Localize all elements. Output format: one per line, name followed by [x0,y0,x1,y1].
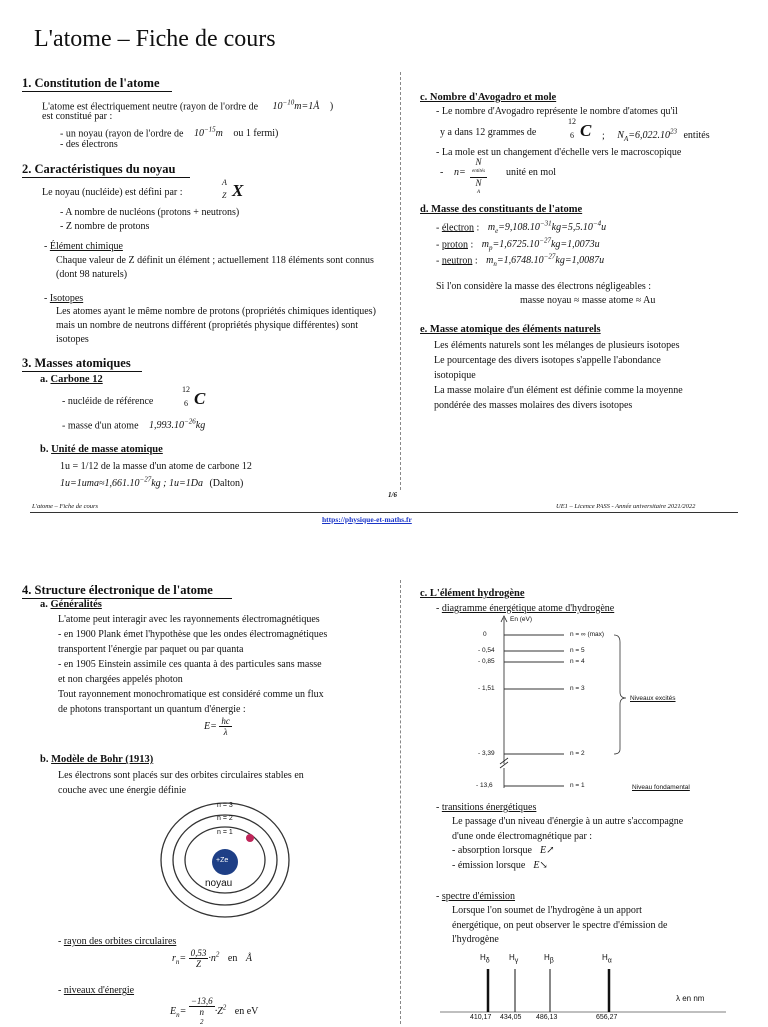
s4-b-heading [40,754,153,765]
r-unit-en: en [227,952,238,964]
sd-e-exp2: −4 [592,220,602,228]
sd-title-text: d. Masse des constituants de l'atome [420,204,583,215]
sh-trans-em-sym: E↘ [533,860,548,871]
spec-sub-3: α [607,957,612,965]
s1-line1-close: ) [329,101,334,113]
spec-sub-0: δ [485,957,490,965]
s1-line1-text: L'atome est électriquement neutre (rayon de l'ordre de [42,101,259,113]
spec-value-2: 486,13 [536,1014,558,1021]
rayon-dash: - [58,936,64,947]
r-eq: r [172,952,176,964]
r-eq2: = [179,952,187,964]
sd-p-exp: −27 [539,237,551,245]
E-eq: E= [204,720,217,732]
s3-u-line2-exp: −27 [139,476,152,484]
level-energy-3: - 1,51 [478,685,495,692]
sd-neg: Si l'on considère la masse des électrons négligeables : [436,281,652,292]
s1-item1-exp: −15 [203,126,216,134]
level-n-4: n = 2 [570,750,585,757]
level-energy-2: - 0,85 [478,658,495,665]
rayon-title: rayon des orbites circulaires [63,936,177,947]
s2-iso-title: Isotopes [49,293,84,304]
orbit-label-n2: n = 2 [217,815,233,822]
en-sub: n [176,1010,180,1019]
sc-n-eq: n= [454,167,466,178]
orbit-label-n1: n = 1 [217,829,233,836]
E-den: λ [223,727,228,737]
s4-a-line-3: - en 1905 Einstein assimile ces quanta à des particules sans masse [58,659,322,670]
s3-b-prefix: b. [40,444,49,455]
radius-formula [172,948,252,969]
s3-u-line1: 1u = 1/12 de la masse d'un atome de carbone 12 [60,461,252,472]
sc-semicolon: ; [602,130,605,142]
s4-a-line-4: et non chargées appelés photon [58,674,183,685]
sh-spec-l3: l'hydrogène [452,934,499,945]
level-n-1: n = 5 [570,647,585,654]
se-l1: Les éléments naturels sont les mélanges de plusieurs isotopes [434,340,680,351]
s3-a-heading [40,374,103,385]
axis-label: En (eV) [510,616,533,623]
spec-sub-1: γ [514,957,519,965]
s3-a-prefix: a. [40,374,48,385]
s2-line1: Le noyau (nucléide) est défini par : [42,187,183,198]
s2-iso-text: Les atomes ayant le même nombre de protons (propriétés chimiques identiques) mais un nombre de neutrons différent (propriétés physique différentes) sont isotopes [56,306,376,345]
sh-trans-abs-text: - absorption lorsque [452,845,532,856]
s3-b-heading [40,444,163,455]
sc-na-exp: 23 [669,128,677,136]
spec-name-1: H [509,953,515,962]
excited-brace [614,635,626,754]
s4-a-line-1: - en 1900 Plank émet l'hypothèse que les ondes électromagnétiques [58,629,328,640]
sc-carbon-X: C [580,121,592,140]
s3-nuc-label: - nucléide de référence [62,396,154,407]
section-1-title: 1. Constitution de l'atome [22,76,160,90]
E-num: hc [221,716,230,726]
sc-n-den: N [475,178,482,188]
sh-diag-title: diagramme énergétique atome d'hydrogène [441,603,615,614]
se-l3: isotopique [434,370,476,381]
s2-elem-dash: - [44,241,50,252]
s1-line2: est constitué par : [42,111,113,122]
energy-level-diagram [474,614,714,796]
se-title [420,324,601,335]
sd-p-eq: =1,6725.10 [492,239,540,251]
sd-e-unit: u [601,222,607,234]
energy-title: niveaux d'énergie [63,985,135,996]
sc-title [420,92,556,103]
s2-item2: - Z nombre de protons [60,221,150,232]
sc-n-den-sub: A [477,190,481,195]
spec-name-3: H [602,953,608,962]
sc-line3: - La mole est un changement d'échelle vers le macroscopique [436,147,682,158]
s1-line1-exp: −10 [282,99,295,107]
sd-n-sub: n [493,260,497,269]
footer-rule [30,512,738,513]
sc-na-value: =6,022.10 [628,130,670,142]
sd-n-tail: kg=1,0087u [555,255,605,267]
se-l4: La masse molaire d'un élément est définie comme la moyenne [434,385,683,396]
sd-n-val: m [486,255,494,267]
footer-right: UE1 – Licence PASS - Année universitaire 2021/2022 [556,503,696,510]
s4-b-title: Modèle de Bohr (1913) [51,754,154,765]
s4-b-line1: Les électrons sont placés sur des orbites circulaires stables en [58,770,304,781]
se-title-text: e. Masse atomique des éléments naturels [420,324,601,335]
carbon-X: C [194,389,206,408]
r-unit: Å [245,952,252,964]
level-n-5: n = 1 [570,782,585,789]
page-title: L'atome – Fiche de cours [34,26,276,52]
level-energy-0: 0 [483,631,487,638]
s2-item1: - A nombre de nucléons (protons + neutrons) [60,207,240,218]
spec-value-1: 434,05 [500,1014,522,1021]
sh-spec-l2: énergétique, on peut observer le spectre d'émission de [452,920,668,931]
en-den-exp: 2 [200,1018,204,1026]
s1-item1-value: 10 [193,128,204,140]
section-3-underline [22,371,142,372]
energy-heading [58,984,134,997]
s4-b-prefix: b. [40,754,49,765]
sh-spec-heading [436,890,515,903]
page-number: 1/6 [388,491,397,499]
s3-u-line2c: (Dalton) [209,478,244,490]
s2-elem-title: Élément chimique [49,241,123,252]
sd-p-label: proton [441,239,468,251]
sh-trans-title: transitions énergétiques [441,802,537,813]
sc-n-fraction [470,157,487,198]
s3-mass-line [62,416,205,432]
column-divider-page1 [400,72,401,490]
sd-proton: - proton : $m_p=1,6725.10^{-27}kg=1,0073u$ [436,237,600,253]
en-num: −13,6 [190,996,213,1006]
sh-spec-title: spectre d'émission [441,891,516,902]
en-den: n [199,1007,205,1017]
r-sub: n [175,957,180,966]
section-3-title: 3. Masses atomiques [22,356,131,370]
section-1-underline [22,91,172,92]
s4-a-heading [40,599,102,610]
s2-elem-text: Chaque valeur de Z définit un élément ; actuellement 118 éléments sont connus (dont 98 naturels) [56,255,374,280]
excited-label: Niveaux excités [630,695,676,702]
sh-title [420,588,525,599]
sc-line2-text: y a dans 12 grammes de [440,127,537,138]
section-4-title: 4. Structure électronique de l'atome [22,583,213,597]
sc-na [602,126,710,146]
spec-name-0: H [480,953,486,962]
r-num: 0,53 [190,948,207,958]
s1-item1-tail: ou 1 fermi) [233,128,279,140]
s3-mass-unit: kg [195,420,206,432]
site-link[interactable]: https://physique-et-maths.fr [322,515,412,524]
r-tail-exp: 2 [215,950,220,959]
sh-trans-heading [436,801,536,814]
r-den: Z [196,959,202,969]
s3-a-title: Carbone 12 [50,374,103,385]
sd-e-val: m [487,222,496,234]
s1-item1-unit: m [215,128,223,140]
s2-iso-dash: - [44,293,50,304]
level-energy-4: - 3,39 [478,750,495,757]
sc-carbon-A: 12 [568,117,576,126]
sh-trans-l2: d'une onde électromagnétique par : [452,831,593,842]
section-2-underline [22,177,190,178]
sd-neutron: - neutron : $m_n=1,6748.10^{-27}kg=1,0087u$ [436,253,605,269]
spec-label-3 [602,953,612,965]
section-2-title: 2. Caractéristiques du noyau [22,162,176,176]
nuclide-A: A [222,178,227,187]
nuclide-symbol [222,178,262,204]
sd-e-eq: =9,108.10 [498,222,540,234]
electron-dot [246,834,254,842]
sh-trans-abs [452,844,555,857]
orbit-label-n3: n = 3 [217,802,233,809]
rayon-heading [58,935,176,948]
nucleus-label: +Ze [216,857,229,864]
spec-label-1 [509,953,518,965]
s1-item2: - des électrons [60,139,118,150]
s4-b-line2: couche avec une énergie définie [58,785,187,796]
sd-p-val: m [481,239,489,251]
s1-line1-unit: m=1Å [294,101,320,113]
spec-label-0 [480,953,490,965]
s4-a-line-5: Tout rayonnement monochromatique est considéré comme un flux [58,689,324,700]
spec-sub-2: β [549,957,554,965]
sd-n-eq: =1,6748.10 [496,255,544,267]
lambda-label: λ en nm [676,994,705,1003]
photon-energy-formula [204,716,232,737]
s3-mass-value: 1,993.10 [149,420,185,432]
level-n-2: n = 4 [570,658,585,665]
se-l2: Le pourcentage des divers isotopes s'appelle l'abondance [434,355,661,366]
energy-formula [170,996,258,1027]
carbon-A: 12 [182,385,190,394]
sc-n-unit: unité en mol [506,167,556,178]
sc-na-text: N [617,130,624,142]
nuclide-Z: Z [222,191,227,200]
level-n-0: n = ∞ (max) [570,631,605,638]
sc-line1: - Le nombre d'Avogadro représente le nombre d'atomes qu'il [436,106,678,117]
sh-diag-dash: - [436,603,442,614]
sc-title-text: c. Nombre d'Avogadro et mole [420,92,557,103]
sc-na-sub: A [623,135,629,144]
sc-dash: - [440,167,444,178]
s3-u-line2b: kg ; 1u=1Da [151,478,203,490]
carbon12-symbol [182,385,218,413]
spec-name-2: H [544,953,550,962]
s4-a-line-2: transportent l'énergie par paquet ou par quanta [58,644,244,655]
sd-neg2: masse noyau ≈ masse atome ≈ Au [520,295,656,306]
level-n-3: n = 3 [570,685,585,692]
sd-electron: - électron : $m_e=9,108.10^{-31}kg=5,5.10^{-4}u$ [436,220,607,236]
column-divider-page2 [400,580,401,1024]
en-tail: ·Z [214,1005,223,1017]
sh-trans-dash: - [436,802,442,813]
en-eq: E [170,1005,177,1017]
sc-line2 [440,126,536,139]
sc-n-num-sub: entités [472,169,486,174]
en-eq2: = [179,1005,187,1017]
s4-a-prefix: a. [40,599,48,610]
s2-elem-heading [44,240,123,253]
spec-label-2 [544,953,554,965]
s1-line1-value: 10 [272,101,283,113]
carbon-Z: 6 [184,399,188,408]
se-l5: pondérée des masses molaires des divers isotopes [434,400,633,411]
sd-e-tail: kg=5,5.10 [551,222,593,234]
sh-trans-abs-sym: E↗ [540,845,555,856]
s3-mass-label: - masse d'un atome [62,420,139,432]
nuclide-X: X [232,181,244,200]
s3-b-title: Unité de masse atomique [51,444,163,455]
sh-trans-em [452,859,548,872]
footer-left: L'atome – Fiche de cours [32,503,99,510]
sh-title-text: c. L'élément hydrogène [420,588,525,599]
level-energy-5: - 13,6 [476,782,493,789]
energy-dash: - [58,985,64,996]
s4-a-line-0: L'atome peut interagir avec les rayonnements électromagnétiques [58,614,320,625]
sd-e-label: électron [441,222,475,234]
sh-spec-l1: Lorsque l'on soumet de l'hydrogène à un apport [452,905,642,916]
sh-trans-l1: Le passage d'un niveau d'énergie à un autre s'accompagne [452,816,684,827]
sd-title [420,204,582,215]
s3-mass-exp: −26 [184,418,196,426]
sc-na-unit: entités [683,130,710,142]
s1-item1-text: - un noyau (rayon de l'ordre de [60,128,184,140]
sh-spec-dash: - [436,891,442,902]
sh-trans-em-text: - émission lorsque [452,860,526,871]
sd-e-sub: e [495,227,499,236]
spec-value-3: 656,27 [596,1014,618,1021]
s2-iso-heading [44,292,83,305]
en-tail-exp: 2 [222,1003,227,1012]
s4-a-title: Généralités [50,599,102,610]
r-tail: ·n [208,952,216,964]
sd-n-exp: −27 [543,253,556,261]
sd-e-exp: −31 [539,220,552,228]
sc-n-num: N [475,157,482,167]
sc-carbon-symbol [568,117,598,145]
s4-a-line-6: de photons transportant un quantum d'énergie : [58,704,246,715]
sd-p-sub: p [488,244,493,253]
sc-carbon-Z: 6 [570,131,574,140]
sd-p-tail: kg=1,0073u [550,239,600,251]
s3-u-line2a: 1u=1uma≈1,661.10 [60,478,140,490]
spec-value-0: 410,17 [470,1014,492,1021]
level-energy-1: - 0,54 [478,647,495,654]
en-unit: en eV [234,1005,259,1017]
sd-n-label: neutron [441,255,473,267]
nucleus-caption: noyau [205,878,233,889]
s3-u-line2 [60,474,243,490]
ground-label: Niveau fondamental [632,784,690,791]
